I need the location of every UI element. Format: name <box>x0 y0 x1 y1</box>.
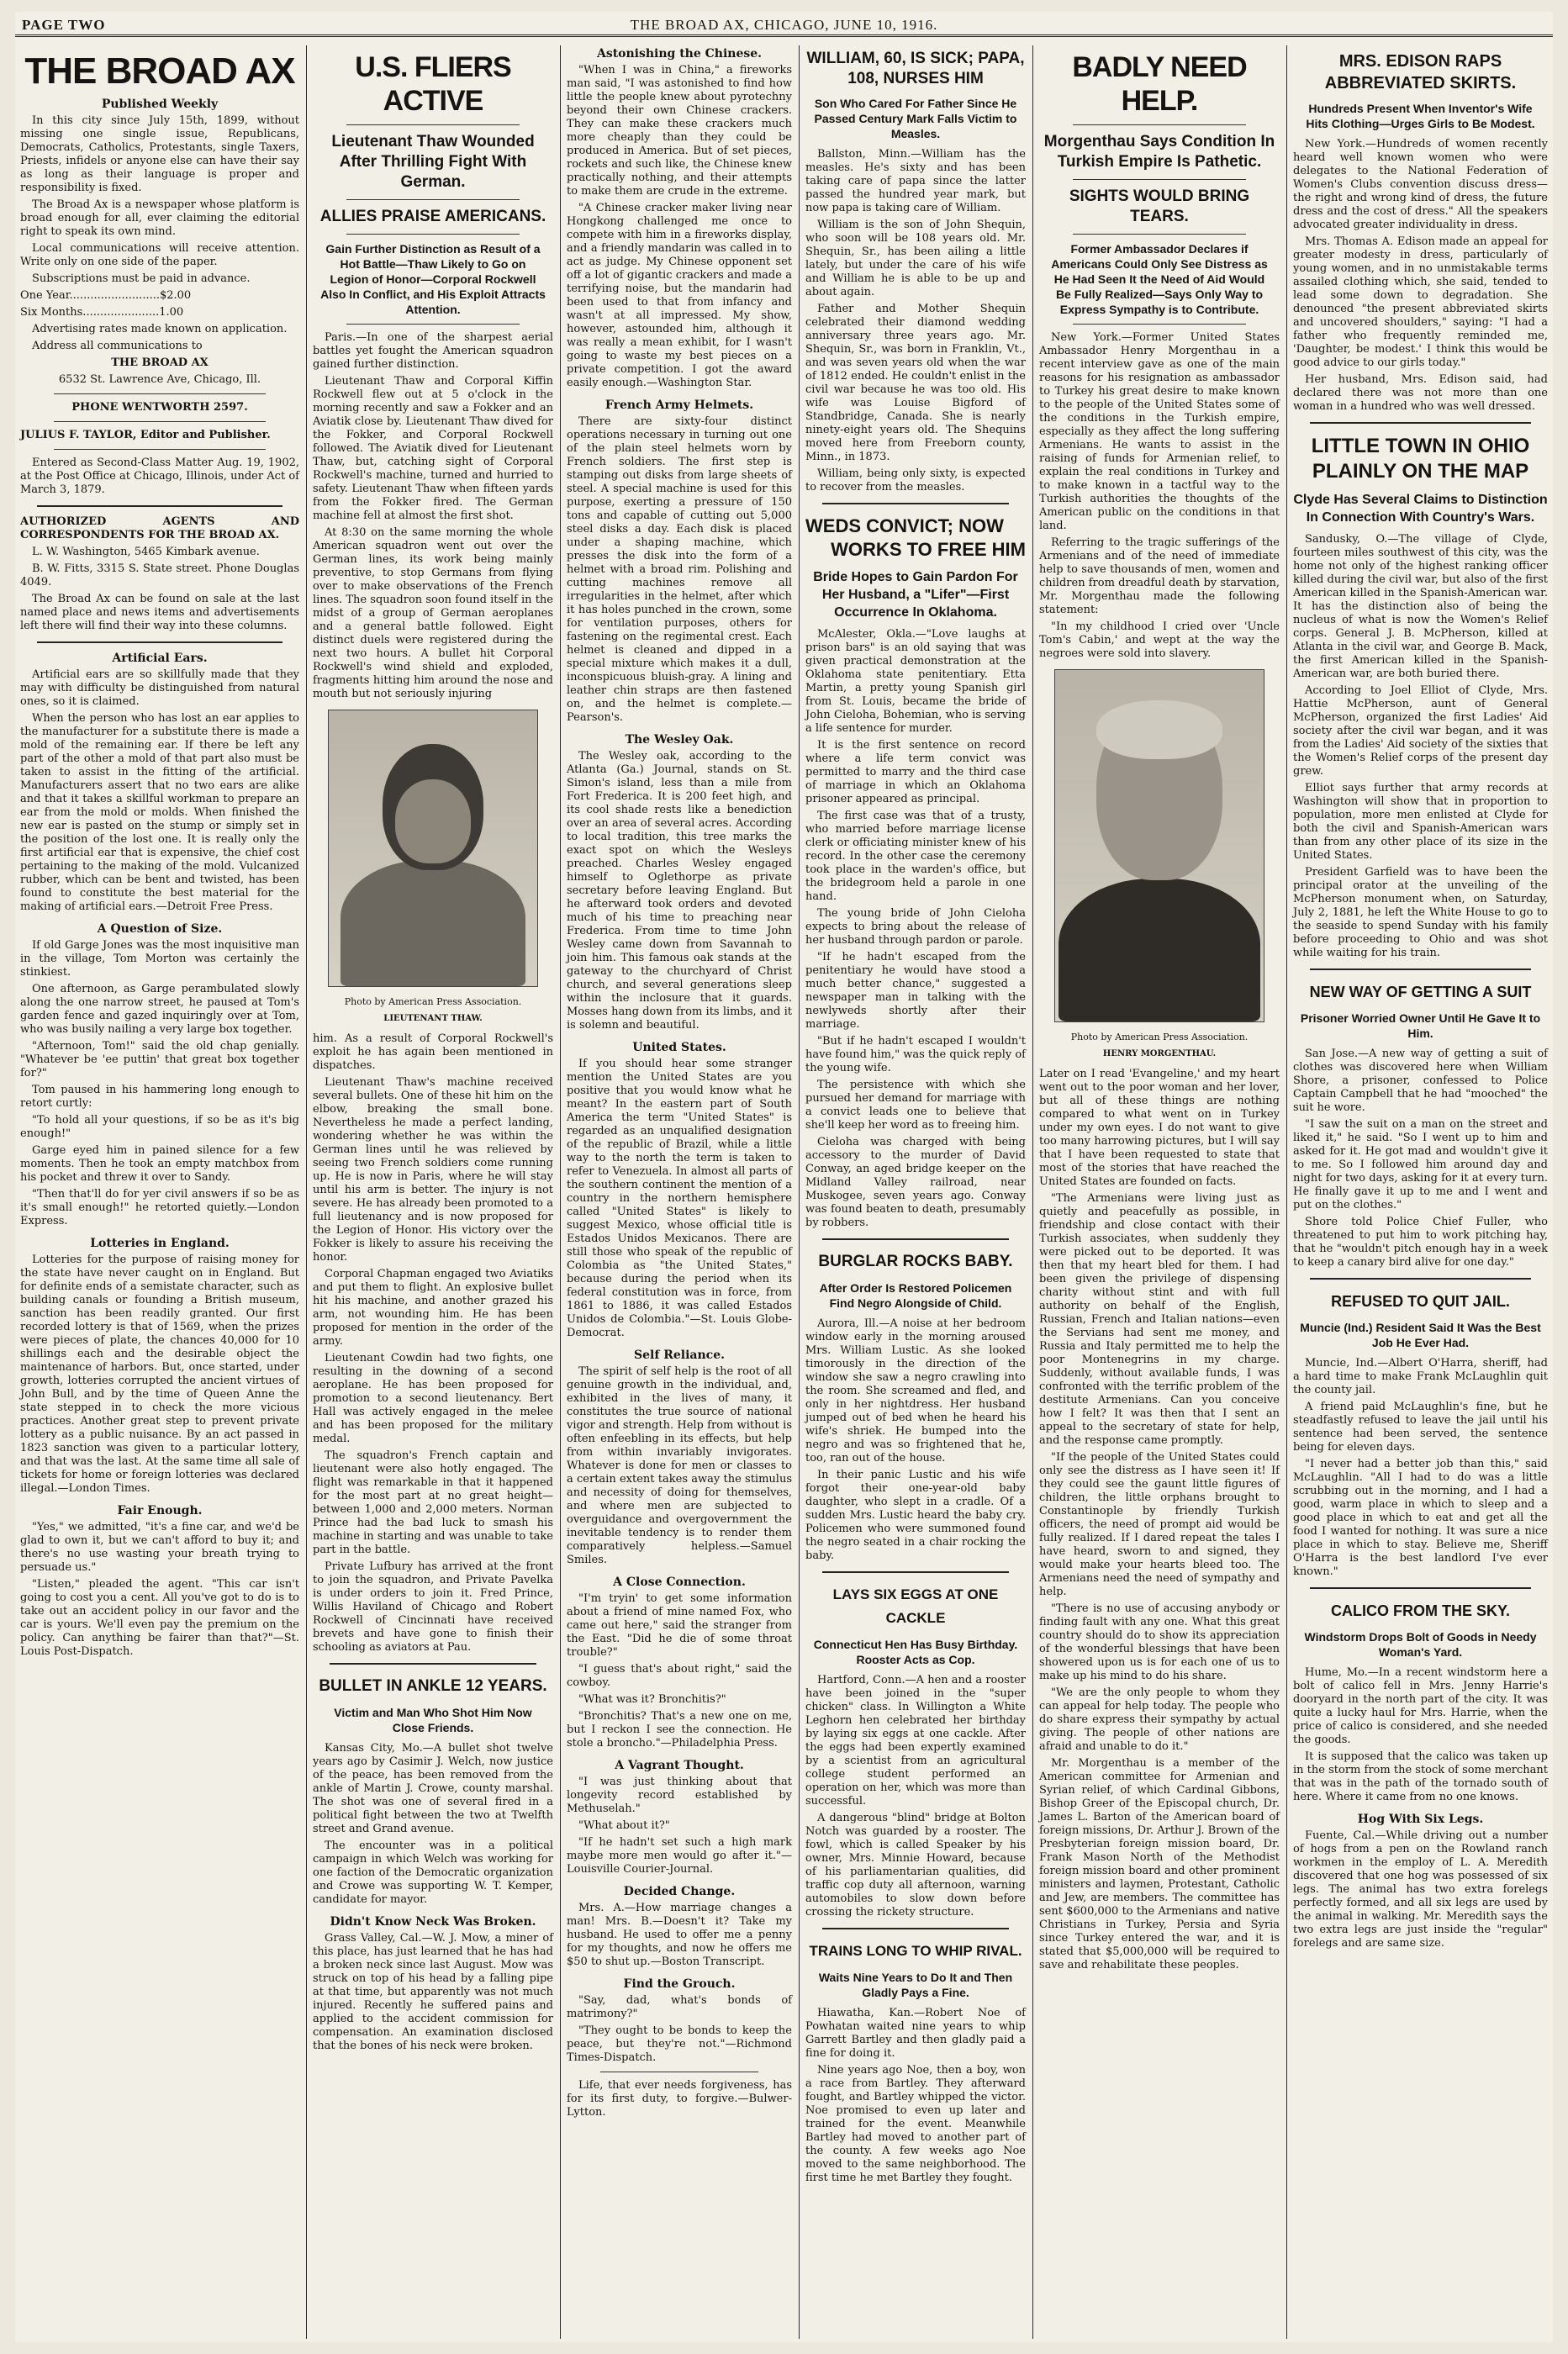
article-heading: Astonishing the Chinese. <box>596 47 763 61</box>
paragraph: Mrs. Thomas A. Edison made an appeal for greater modesty in dress, particularly of young women, and in no unmistakable terms assailed clothing which, she said, tended to lead some down to degradation. She denounced "the present abbreviated skirts and uncovered shoulders," saying: "I had a father who frequently reminded me, 'Daughter, be modest.' I think this would be good advice to our girls today." <box>1293 235 1548 369</box>
article-heading: French Army Helmets. <box>604 398 754 412</box>
article-heading: Self Reliance. <box>634 1349 725 1362</box>
headline: LAYS SIX EGGS AT ONE CACKLE <box>832 1586 999 1626</box>
newspaper-page <box>15 12 1553 2342</box>
paragraph: "What about it?" <box>578 1819 670 1832</box>
deck: Gain Further Distinction as Result of a Hot Battle—Thaw Likely to Go on Legion of Honor—Corporal Rockwell Also In Conflict, and His Exploit Attracts Attention. <box>320 242 546 316</box>
headline: MRS. EDISON RAPS ABBREVIATED SKIRTS. <box>1324 52 1517 92</box>
paragraph: Her husband, Mrs. Edison said, had declared there was not more than one woman in a hundred who was well dressed. <box>1293 373 1548 413</box>
article-heading: Fair Enough. <box>117 1504 203 1517</box>
article-heading: Find the Grouch. <box>623 1977 736 1991</box>
paragraph: New York.—Former United States Ambassador Henry Morgenthau in a recent interview gave as one of the main reasons for his resignation as ambassador to Turkey his great desire to make known to the people of the United States some of the conditions in the Turkish empire, especially as they affect the long suffering Armenians. He wants to assist in the raising of funds for Armenian relief, to explain the real conditions in Turkey and to make known in a tactful way to the Turkish authorities the thoughts of the American public on the conditions in that land. <box>1039 331 1280 532</box>
paragraph: "When I was in China," a fireworks man said, "I was astonished to find how little the people knew about pyrotechny beyond their own Chinese crackers. They can make these crackers much more cheaply than they could be produced in America. But of set pieces, rockets and such like, the Chinese knew practically nothing, and their attempts to make them are crude in the extreme. <box>567 64 792 198</box>
paragraph: Lieutenant Thaw's machine received several bullets. One of these hit him on the elbow, breaking the small bone. Nevertheless he made a perfect landing, wondering whether he was within the German lines until he was relieved by seeing two French soldiers come running up. He is now in Paris, where he will stay until his arm is better. The injury is not severe. He has already been promoted to a full lieutenancy and is now proposed for the Legion of Honor. His victory over the Fokker is likely to assure his receiving the honor. <box>313 1076 553 1264</box>
photo-credit: Photo by American Press Association. <box>1070 1032 1249 1042</box>
column-rule <box>1286 45 1287 2339</box>
column-rule <box>1032 45 1033 2339</box>
column-6 <box>1288 45 1553 2339</box>
divider <box>1310 422 1531 424</box>
published-weekly: Published Weekly <box>101 98 219 111</box>
headline: BADLY NEED HELP. <box>1072 51 1247 117</box>
headline: CALICO FROM THE SKY. <box>1330 1602 1510 1619</box>
paragraph: Mr. Morgenthau is a member of the American committee for Armenian and Syrian relief, of which Cardinal Gibbons, Bishop Greer of the Episcopal church, Dr. James L. Barton of the American board of foreign missions, Dr. Arthur J. Brown of the Presbyterian foreign mission board, Dr. Frank Mason North of the Methodist foreign mission board and other prominent ministers and laymen, Protestant, Catholic and Jew, are members. The committee has sent $600,000 to the Armenians and native Christians in Turkey, Persia and Syria since Turkey entered the war, and it is stated that $5,000,000 will be required to save and rehabilitate these peoples. <box>1039 1757 1280 1971</box>
paper-title: THE BROAD AX <box>24 50 295 92</box>
paragraph: It is supposed that the calico was taken up in the storm from the stock of some merchant that was in the path of the tornado south of here. Where it came from no one knows. <box>1293 1750 1548 1803</box>
divider <box>346 199 520 200</box>
photo-figure-hair <box>1096 700 1222 759</box>
paragraph: Advertising rates made known on application. <box>32 323 288 335</box>
photo-figure-body <box>341 860 525 986</box>
paragraph: Ballston, Minn.—William has the measles. He's sixty and has been taking care of papa since the latter passed the hundred year mark, but now papa is taking care of William. <box>805 148 1026 214</box>
paragraph: "I never had a better job than this," said McLaughlin. "All I had to do was a little scrubbing out in the morning, and I had a good, warm place in which to sleep and a good place in which to eat and get all the food I wanted for nothing. It was sure a nice place in which to stay. Believe me, Sheriff O'Harra is the best landlord I've ever known." <box>1293 1458 1548 1578</box>
paragraph: A friend paid McLaughlin's fine, but he steadfastly refused to leave the jail until his sentence had been served, the sentence being for eleven days. <box>1293 1401 1548 1454</box>
paragraph: Lieutenant Thaw and Corporal Kiffin Rockwell flew out at 5 o'clock in the morning recently and saw a Fokker and an Aviatik close by. Lieutenant Thaw dived for the Fokker, and Corporal Rockwell followed. The Aviatik dived for Lieutenant Thaw, but, catching sight of Corporal Rockwell's machine, turned and hurried to safety. Lieutenant Thaw when fifteen yards from the Fokker fired. The German machine fell at almost the first shot. <box>313 375 553 522</box>
photo-figure-body <box>1059 879 1260 1021</box>
photo-caption: HENRY MORGENTHAU. <box>1102 1049 1217 1058</box>
folio-masthead: THE BROAD AX, CHICAGO, JUNE 10, 1916. <box>630 17 938 33</box>
paragraph: "Say, dad, what's bonds of matrimony?" <box>567 1994 792 2020</box>
rate-six-months: Six Months......................1.00 <box>20 306 184 319</box>
deck: SIGHTS WOULD BRING TEARS. <box>1069 187 1250 225</box>
paragraph: "But if he hadn't escaped I wouldn't have found him," was the quick reply of the young wife. <box>805 1035 1026 1074</box>
deck: Clyde Has Several Claims to Distinction In Connection With Country's Wars. <box>1293 493 1548 525</box>
divider <box>37 641 282 643</box>
paragraph: "I'm tryin' to get some information about a friend of mine named Fox, who came out here," said the stranger from the East. "Did he die of some throat trouble?" <box>567 1592 792 1659</box>
divider <box>1073 324 1246 325</box>
deck: Prisoner Worried Owner Until He Gave It to Him. <box>1300 1011 1541 1040</box>
headline: WEDS CONVICT; NOW <box>805 515 1004 536</box>
deck: Morgenthau Says Condition In Turkish Empire Is Pathetic. <box>1043 133 1275 171</box>
article-heading: Hog With Six Legs. <box>1357 1813 1484 1826</box>
paragraph: "If he hadn't escaped from the penitentiary he would have stood a much better chance," suggested a newspaper man in talking with the newlyweds shortly after their marriage. <box>805 951 1026 1031</box>
deck: After Order Is Restored Policemen Find Negro Alongside of Child. <box>819 1281 1012 1310</box>
paragraph: One afternoon, as Garge perambulated slowly along the one narrow street, he paused at Tom's garden fence and gazed inquiringly over at Tom, who was busily nailing a very large box together. <box>20 983 299 1036</box>
photo-lieutenant-thaw <box>328 710 538 987</box>
paragraph: "In my childhood I cried over 'Uncle Tom's Cabin,' and wept at the way the negroes were sold into slavery. <box>1039 620 1280 660</box>
headline: WORKS TO FREE HIM <box>831 539 1026 560</box>
column-3 <box>562 45 797 2339</box>
paragraph: Kansas City, Mo.—A bullet shot twelve years ago by Casimir J. Welch, now justice of the peace, has been removed from the ankle of Martin J. Crowe, county marshal. The shot was one of several fired in a political fight between the two at Twelfth street and Grand avenue. <box>313 1742 553 1835</box>
article-heading: The Wesley Oak. <box>625 733 734 747</box>
column-rule <box>560 45 561 2339</box>
paragraph: Father and Mother Shequin celebrated their diamond wedding anniversary three years ago. Mr. Shequin, Sr., was born in Franklin, Vt., and was seven years old when the war of 1812 ended. He couldn't enlist in the civil war because he was too old. His wife was Louise Bigford of Standbridge, Canada. She is nearly ninety-eight years old. The Shequins moved here from Freeborn county, Minn., in 1873. <box>805 303 1026 463</box>
divider <box>1073 234 1246 235</box>
paragraph: A dangerous "blind" bridge at Bolton Notch was guarded by a rooster. The fowl, which is called Speaker by his owner, Mrs. Minnie Howard, because of his parliamentarian qualities, did traffic cop duty all afternoon, warning automobiles to slow down before crossing the rickety structure. <box>805 1812 1026 1919</box>
paragraph: Subscriptions must be paid in advance. <box>32 272 251 285</box>
paragraph: "They ought to be bonds to keep the peace, but they're not."—Richmond Times-Dispatch. <box>567 2024 792 2064</box>
paragraph: "The Armenians were living just as quietly and peacefully as possible, in friendship and close contact with their Turkish associates, when suddenly they were picked out to be deported. It was then that my heart bled for them. I had been given the privilege of dispensing charity without stint and with full authority on behalf of the English, Russian, French and Italian nations—even the Servians had sent me money, and Russia and Italy permitted me to help the poor Montenegrins in my charge. Suddenly, without available funds, I was confronted with the terrific problem of the destitute Armenians. Can you conceive how I felt? It was then that I sent an appeal to the secretary of state for help, and the response came promptly. <box>1039 1192 1280 1447</box>
article-heading: A Question of Size. <box>97 922 223 936</box>
paragraph: New York.—Hundreds of women recently heard well known women who were delegates to the National Federation of Women's Clubs convention discuss dress—the right and wrong kind of dress, the future dress and the cost of dress." All the speakers advocated greater individuality in dress. <box>1293 138 1548 231</box>
paragraph: Local communications will receive attention. Write only on one side of the paper. <box>20 242 299 268</box>
headline: U.S. FLIERS ACTIVE <box>355 51 511 117</box>
divider <box>822 1928 1009 1929</box>
paragraph: It is the first sentence on record where a life term convict was permitted to marry and the third case of marriage in which an Oklahoma prisoner appeared as principal. <box>805 739 1026 805</box>
article-heading: United States. <box>632 1041 726 1054</box>
article-heading: A Close Connection. <box>613 1575 746 1589</box>
deck: Hundreds Present When Inventor's Wife Hits Clothing—Urges Girls to Be Modest. <box>1306 102 1535 130</box>
paragraph: Lotteries for the purpose of raising money for the state have never caught on in England. But for definite ends of a semistate character, such as building canals or founding a British museum, sanction has been readily granted. Our first recorded lottery is that of 1569, when the prizes were pieces of plate, the chances 40,000 for 10 shillings each and the desirable object the maintenance of harbors. But, once started, under growth, lotteries corrupted the ancient virtues of John Bull, and by the time of Queen Anne the state stepped in to check the more vicious practices. Another great step to prevent private lottery as a public nuisance. By an act passed in 1823 sanction was given to a particular lottery, and that was the last. At the same time all sale of tickets for home or foreign lotteries was declared illegal.—London Times. <box>20 1254 299 1495</box>
paragraph: The first case was that of a trusty, who married before marriage license clerk or officiating minister knew of his record. In the other case the ceremony took place in the warden's office, but the bridegroom held a parole in one hand. <box>805 810 1026 903</box>
paragraph: The Wesley oak, according to the Atlanta (Ga.) Journal, stands on St. Simon's island, less than a mile from Fort Frederica. It is 200 feet high, and its cool shade rests like a benediction over an area of several acres. According to local tradition, this tree marks the exact spot on which the Wesleys preached. Charles Wesley engaged himself to Oglethorpe as private secretary before leaving England. But he afterward took orders and devoted much of his time to preaching near Frederica. From time to time John Wesley came down from Savannah to join him. This famous oak stands at the gateway to the churchyard of Christ church, and several generations sleep within the inclosure that it guards. Mosses hang down from its limbs, and it is solemn and beautiful. <box>567 750 792 1032</box>
paragraph: Grass Valley, Cal.—W. J. Mow, a miner of this place, has just learned that he has had a broken neck since last August. Mow was struck on top of his head by a falling pipe at that time, but apparently was not much injured. Recently he suffered pains and applied to the accident commission for compensation. An examination disclosed that the bones of his neck were broken. <box>313 1932 553 2052</box>
paragraph: Sandusky, O.—The village of Clyde, fourteen miles southwest of this city, was the home not only of the highest ranking officer killed during the civil war, but also of the first American killed in the Spanish-American war. It has the distinction also of being the nucleus of what is now the Women's Relief corps. General J. B. McPherson, killed at Atlanta in the civil war, and George B. Mack, the first American killed in the Spanish-American war, are both buried there. <box>1293 533 1548 680</box>
article-heading: BULLET IN ANKLE 12 YEARS. <box>319 1677 547 1695</box>
paragraph: The spirit of self help is the root of all genuine growth in the individual, and, exhibited in the lives of many, it constitutes the true source of national vigor and strength. Help from without is often enfeebling in its effects, but help from within invariably invigorates. Whatever is done for men or classes to a certain extent takes away the stimulus and necessity of doing for themselves, and where men are subjected to overguidance and overgovernment the inevitable tendency is to render them comparatively helpless.—Samuel Smiles. <box>567 1365 792 1566</box>
paragraph: "Bronchitis? That's a new one on me, but I reckon I see the connection. He stole a broncho."—Philadelphia Press. <box>567 1710 792 1750</box>
divider <box>346 234 520 235</box>
paragraph: Life, that ever needs forgiveness, has for its first duty, to forgive.—Bulwer-Lytton. <box>567 2079 792 2119</box>
paragraph: Hume, Mo.—In a recent windstorm here a bolt of calico fell in Mrs. Jenny Harrie's dooryard in the north part of the city. It was quite a lucky haul for Mrs. Harrie, when the price of calico is considered, and she needed the goods. <box>1293 1666 1548 1746</box>
paragraph: President Garfield was to have been the principal orator at the unveiling of the McPherson monument when, on Saturday, July 2, 1881, he left the White House to go to the seaside to spend Sunday with his family before proceeding to Ohio and was shot while waiting for his train. <box>1293 866 1548 959</box>
paragraph: Fuente, Cal.—While driving out a number of hogs from a pen on the Rowland ranch workmen in the employ of L. A. Meredith discovered that one hog was possessed of six legs. The animal has two extra forelegs perfectly formed, and all six legs are used by the animal in walking. Mr. Meredith says the two extra legs are just inside the "regular" forelegs and are same size. <box>1293 1829 1548 1950</box>
paragraph: Elliot says further that army records at Washington will show that in proportion to population, more men enlisted at Clyde for both the civil and Spanish-American wars than from any other place of its size in the United States. <box>1293 782 1548 862</box>
divider <box>822 503 1009 504</box>
column-rule <box>306 45 307 2339</box>
deck: Son Who Cared For Father Since He Passed Century Mark Falls Victim to Measles. <box>814 97 1017 140</box>
paragraph: Shore told Police Chief Fuller, who threatened to put him to work pitching hay, that he "wouldn't pitch enough hay in a week to keep a canary bird alive for one day." <box>1293 1216 1548 1269</box>
paragraph: Referring to the tragic sufferings of the Armenians and of the need of immediate help to save thousands of men, women and children from dreadful death by starvation, Mr. Morgenthau made the following statement: <box>1039 536 1280 616</box>
deck: Victim and Man Who Shot Him Now Close Friends. <box>334 1706 532 1734</box>
divider <box>1073 124 1246 125</box>
divider <box>346 324 520 325</box>
column-5 <box>1034 45 1285 2339</box>
paragraph: The Broad Ax is a newspaper whose platform is broad enough for all, ever claiming the editorial right to speak its own mind. <box>20 198 299 238</box>
divider <box>330 1663 536 1665</box>
paragraph: Lieutenant Cowdin had two fights, one resulting in the downing of a second aeroplane. He has been proposed for promotion to a second lieutenancy. Bert Hall was actively engaged in the melee and has been proposed for the military medal. <box>313 1352 553 1445</box>
deck: Lieutenant Thaw Wounded After Thrilling Fight With German. <box>331 133 535 191</box>
address-line: 6532 St. Lawrence Ave, Chicago, Ill. <box>58 373 261 386</box>
paragraph: The persistence with which she pursued her demand for marriage with a convict leads one to believe that she'll keep her word as to freeing him. <box>805 1079 1026 1132</box>
divider <box>822 1238 1009 1240</box>
divider <box>54 393 266 394</box>
paragraph: Private Lufbury has arrived at the front to join the squadron, and Private Pavelka is under orders to join it. Fred Prince, Willis Haviland of Chicago and Robert Rockwell of Cincinnati have received brevets and have gone to finish their schooling as aviators at Pau. <box>313 1560 553 1654</box>
column-4 <box>800 45 1031 2339</box>
paragraph: McAlester, Okla.—"Love laughs at prison bars" is an old saying that was given practical demonstration at the Oklahoma state penitentiary. Etta Martin, a pretty young Spanish girl from St. Louis, became the bride of John Cieloha, Bohemian, who is serving a life sentence for murder. <box>805 628 1026 735</box>
address-name: THE BROAD AX <box>111 356 209 369</box>
deck: Bride Hopes to Gain Pardon For Her Husband, a "Lifer"—First Occurrence In Oklahoma. <box>813 570 1018 620</box>
divider <box>54 449 266 450</box>
paragraph: him. As a result of Corporal Rockwell's exploit he has again been mentioned in dispatches. <box>313 1032 553 1072</box>
column-2 <box>308 45 558 2339</box>
paragraph: Later on I read 'Evangeline,' and my heart went out to the poor woman and her lover, but all of these things are nothing compared to what went on in Turkey under my own eyes. I do not want to give too many harrowing pictures, but I will say that I have been requested to state that most of the stories that have reached the United States are founded on facts. <box>1039 1068 1280 1188</box>
paragraph: "If the people of the United States could only see the distress as I have seen it! If they could see the gaunt little figures of children, the little orphans brought to Constantinople by friendly Turkish officers, the need of prompt aid would be fully realized. If I dared repeat the tales I have heard, sworn to and signed, they would make your hearts bleed too. The Armenians need the need of sympathy and help. <box>1039 1451 1280 1598</box>
page-label: PAGE TWO <box>22 17 106 33</box>
entered-notice: Entered as Second-Class Matter Aug. 19, 1902, at the Post Office at Chicago, Illinois, under Act of March 3, 1879. <box>20 457 299 496</box>
paragraph: Artificial ears are so skillfully made that they may with difficulty be distinguished from natural ones, so it is claimed. <box>20 668 299 708</box>
paragraph: "Yes," we admitted, "it's a fine car, and we'd be glad to own it, but we can't afford to buy it; and there's no use wasting your breath trying to persuade us." <box>20 1521 299 1574</box>
deck: Waits Nine Years to Do It and Then Gladly Pays a Fine. <box>818 1971 1013 1999</box>
photo-henry-morgenthau <box>1054 669 1264 1022</box>
paragraph: "I guess that's about right," said the cowboy. <box>567 1663 792 1689</box>
deck: Former Ambassador Declares if Americans Could Only See Distress as He Had Seen It the Need of Aid Would Be Fully Realized—Says Only Way to Express Sympathy is to Contribute. <box>1051 242 1268 316</box>
paragraph: Muncie, Ind.—Albert O'Harra, sheriff, had a hard time to make Frank McLaughlin quit the county jail. <box>1293 1357 1548 1396</box>
paragraph: "Afternoon, Tom!" said the old chap genially. "Whatever be 'ee puttin' that great box together for?" <box>20 1040 299 1079</box>
paragraph: "We are the only people to whom they can appeal for help today. The people who do share express their sympathy by actual giving. The people of other nations are afraid and unable to do it." <box>1039 1686 1280 1753</box>
deck: ALLIES PRAISE AMERICANS. <box>319 208 546 225</box>
paragraph: If old Garge Jones was the most inquisitive man in the village, Tom Morton was certainly the stinkiest. <box>20 939 299 979</box>
headline: BURGLAR ROCKS BABY. <box>818 1253 1013 1270</box>
paragraph: At 8:30 on the same morning the whole American squadron went out over the German lines, its work being mainly preventive, to stop Germans from flying over to make observations of the French lines. The squadron soon found itself in the midst of a group of German aeroplanes and a general battle followed. Eight distinct duels were registered during the next two hours. A bullet hit Corporal Rockwell's wind shield and exploded, fragments hitting him around the nose and mouth but not seriously injuring <box>313 526 553 700</box>
deck: Muncie (Ind.) Resident Said It Was the Best Job He Ever Had. <box>1300 1321 1541 1349</box>
paragraph: "Listen," pleaded the agent. "This car isn't going to cost you a cent. All you've got to do is to take out an accident policy in our favor and the car is yours. We'll even pay the premium on the policy. Can anything be fairer than that?"—St. Louis Post-Dispatch. <box>20 1578 299 1658</box>
paragraph: The squadron's French captain and lieutenant were also hotly engaged. The flight was remarkable in that it happened for the most part at no great height—between 1,000 and 2,000 meters. Norman Prince had the bad luck to smash his machine in starting and was unable to take part in the battle. <box>313 1449 553 1556</box>
paragraph: Paris.—In one of the sharpest aerial battles yet fought the American squadron gained further distinction. <box>313 331 553 371</box>
paragraph: Cieloha was charged with being accessory to the murder of David Conway, an aged bridge keeper on the Midland Valley railroad, near Muskogee, seven years ago. Conway was found beaten to death, presumably by robbers. <box>805 1136 1026 1229</box>
paragraph: William, being only sixty, is expected to recover from the measles. <box>805 467 1026 493</box>
paragraph: "There is no use of accusing anybody or finding fault with any one. What this great country should do to show its appreciation of the wonderful blessings that have been showered upon us is for each one of us to make up his mind to do his share. <box>1039 1602 1280 1682</box>
agents-heading: AUTHORIZED AGENTS AND CORRESPONDENTS FOR THE BROAD AX. <box>20 515 299 541</box>
paragraph: Nine years ago Noe, then a boy, won a race from Bartley. They afterward fought, and Bartley whipped the victor. Noe promised to even up later and trained for the event. Meanwhile Bartley had moved to another part of the county. A few weeks ago Noe moved to the same neighborhood. The first time he met Bartley they fought. <box>805 2064 1026 2184</box>
deck: Connecticut Hen Has Busy Birthday. Rooster Acts as Cop. <box>813 1638 1018 1666</box>
paragraph: In their panic Lustic and his wife forgot their one-year-old baby daughter, who slept in a cradle. Of a sudden Mrs. Lustic heard the baby cry. Policemen who were summoned found the negro seated in a chair rocking the baby. <box>805 1469 1026 1562</box>
paragraph: "What was it? Bronchitis?" <box>578 1693 726 1706</box>
phone-line: PHONE WENTWORTH 2597. <box>71 401 248 414</box>
paragraph: Corporal Chapman engaged two Aviatiks and put them to flight. An explosive bullet hit his machine, and another grazed his arm, not wounding him. He has been proposed for mention in the order of the army. <box>313 1268 553 1348</box>
paragraph: "A Chinese cracker maker living near Hongkong challenged me once to compete with him in a fireworks display, and a friendly mandarin was called in to act as judge. My Chinese opponent set off a lot of gigantic crackers and made a terrifying noise, but the mandarin had been used to that from infancy and wasn't at all impressed. My show, however, astounded him, although it was really a mean exhibit, for I wasn't going to waste my best pieces on a private competition. I got the award easily enough.—Washington Star. <box>567 202 792 389</box>
paragraph: Address all communications to <box>32 340 203 352</box>
paragraph: "Then that'll do for yer civil answers if so be as it's small enough!" he retorted quietly.—London Express. <box>20 1188 299 1227</box>
photo-caption: LIEUTENANT THAW. <box>383 1014 483 1023</box>
deck: Windstorm Drops Bolt of Goods in Needy Woman's Yard. <box>1304 1630 1537 1659</box>
article-heading: Lotteries in England. <box>90 1237 230 1250</box>
paragraph: Aurora, Ill.—A noise at her bedroom window early in the morning aroused Mrs. William Lustic. As she looked timorously in the direction of the window she saw a negro crawling into the room. She screamed and fled, and only in her nightdress. Her husband jumped out of bed when he heard his wife's shriek. He bumped into the negro and was so frightened that he, too, ran out of the house. <box>805 1317 1026 1465</box>
paragraph: Mrs. A.—How marriage changes a man! Mrs. B.—Doesn't it? Take my husband. He used to offer me a penny for my thoughts, and now he offers me $50 to shut up.—Boston Transcript. <box>567 1902 792 1968</box>
paragraph: The encounter was in a political campaign in which Welch was working for one faction of the Democratic organization and Crowe was supporting W. T. Kemper, candidate for mayor. <box>313 1839 553 1906</box>
paragraph: "I saw the suit on a man on the street and liked it," he said. "So I went up to him and asked for it. He got mad and wouldn't give it to me. So I followed him around day and night for two days, asking for it at every turn. He finally gave it up to me and I went and put on the clothes." <box>1293 1118 1548 1211</box>
paragraph: San Jose.—A new way of getting a suit of clothes was discovered here when William Shore, a prisoner, confessed to Police Captain Campbell that he had "mooched" the suit he wore. <box>1293 1048 1548 1114</box>
paragraph: There are sixty-four distinct operations necessary in turning out one of the plain steel helmets worn by French soldiers. The first step is stamping out disks from large sheets of steel. A special machine is used for this purpose, exerting a pressure of 150 tons and capable of cutting out 5,000 steel disks a day. Each disk is placed under a shaping machine, which presses the disk into the form of a helmet with a broad rim. Polishing and cutting machines remove all irregularities in the helmet, after which it has holes punched in the crown, some for ventilation purposes, others for fastening on the regimental crest. Each helmet is cleaned and dipped in a special mixture which makes it a dull, inconspicuous bluish-gray. A lining and leather chin straps are then fastened on, and the helmet is complete.—Pearson's. <box>567 415 792 724</box>
editor-line: JULIUS F. TAYLOR, Editor and Publisher. <box>20 429 271 441</box>
paragraph: Hartford, Conn.—A hen and a rooster have been joined in the "super chicken" class. In Willington a White Leghorn hen celebrated her birthday by laying six eggs at one cackle. After the eggs had been expertly examined by a scientist from an agricultural college student performed an operation on her, which was more than successful. <box>805 1674 1026 1808</box>
headline: LITTLE TOWN IN OHIO PLAINLY ON THE MAP <box>1311 435 1530 483</box>
column-1 <box>15 45 304 2339</box>
paragraph: Garge eyed him in pained silence for a few moments. Then he took an empty matchbox from his pocket and threw it over to Sandy. <box>20 1144 299 1184</box>
divider <box>346 124 520 125</box>
article-heading: Artificial Ears. <box>112 652 208 665</box>
paragraph: In this city since July 15th, 1899, without missing one single issue, Republicans, Democrats, Catholics, Protestants, single Taxers, Priests, infidels or anyone else can have their say as long as their language is proper and responsibility is fixed. <box>20 114 299 194</box>
divider <box>54 421 266 422</box>
headline: NEW WAY OF GETTING A SUIT <box>1309 984 1532 1000</box>
photo-credit: Photo by American Press Association. <box>344 996 522 1007</box>
folio-bar <box>15 12 1553 37</box>
headline: WILLIAM, 60, IS SICK; PAPA, 108, NURSES HIM <box>806 50 1025 87</box>
agent-entry: B. W. Fitts, 3315 S. State street. Phone Douglas 4049. <box>20 562 299 588</box>
paragraph: "If he hadn't set such a high mark maybe more men would go after it."—Louisville Courier-Journal. <box>567 1836 792 1876</box>
paragraph: If you should hear some stranger mention the United States are you positive that you would know what he meant? In the eastern part of South America the term "United States" is regarded as an unqualified designation of the republic of Brazil, while a little way to the north the term is taken to refer to Venezuela. In almost all parts of the southern continent the mention of a country in the northern hemisphere called "United States" is likely to suggest Mexico, whose official title is Estados Unidos Mexicanos. There are still those who speak of the republic of Colombia as "the United States," because during the period when its federal constitution was in force, from 1861 to 1886, it was called Estados Unidos de Colombia."—St. Louis Globe-Democrat. <box>567 1058 792 1339</box>
article-heading: A Vagrant Thought. <box>615 1759 744 1772</box>
column-rule <box>799 45 800 2339</box>
paragraph: William is the son of John Shequin, who soon will be 108 years old. Mr. Shequin, Sr., has been ailing a little lately, but under the care of his wife and William he is able to be up and about again. <box>805 219 1026 298</box>
article-heading: Didn't Know Neck Was Broken. <box>330 1915 536 1929</box>
paragraph: According to Joel Elliot of Clyde, Mrs. Hattie McPherson, aunt of General McPherson, organized the first Ladies' Aid society after the civil war began, and it was from the Ladies' Aid society of the sixties that the Women's Relief corps of the present day grew. <box>1293 684 1548 778</box>
paragraph: "I was just thinking about that longevity record established by Methuselah." <box>567 1776 792 1815</box>
divider <box>1310 969 1531 970</box>
paragraph: When the person who has lost an ear applies to the manufacturer for a substitute there is made a mold of the remaining ear. If there be left any part of the other a mold of that part also must be taken to assist in the fitting of the artificial. Manufacturers assert that no two ears are alike and that it takes a skillful workman to prepare an ear from the mold or molds. When finished the new ear is pasted on the stump or simply set in the position of the lost one. It is really only the first artificial ear that is expensive, the chief cost pertaining to the making of the mold. Vulcanized rubber, which can be bent and twisted, has been found to constitute the best material for the making of artificial ears.—Detroit Free Press. <box>20 712 299 913</box>
headline: TRAINS LONG TO WHIP RIVAL. <box>809 1943 1022 1959</box>
photo-figure-face <box>395 779 471 863</box>
divider <box>822 1571 1009 1573</box>
headline: REFUSED TO QUIT JAIL. <box>1331 1293 1510 1310</box>
paragraph: "To hold all your questions, if so be as it's big enough!" <box>20 1114 299 1140</box>
paragraph: The young bride of John Cieloha expects to bring about the release of her husband through pardon or parole. <box>805 907 1026 947</box>
article-heading: Decided Change. <box>623 1885 736 1898</box>
agent-entry: L. W. Washington, 5465 Kimbark avenue. <box>32 546 260 558</box>
divider <box>37 505 282 507</box>
divider <box>1310 1278 1531 1280</box>
divider <box>1310 1587 1531 1589</box>
paragraph: Hiawatha, Kan.—Robert Noe of Powhatan waited nine years to whip Garrett Bartley and then gladly paid a fine for doing it. <box>805 2007 1026 2060</box>
rate-one-year: One Year..........................$2.00 <box>20 289 192 302</box>
divider <box>1073 179 1246 180</box>
paragraph: Tom paused in his hammering long enough to retort curtly: <box>20 1084 299 1110</box>
paragraph: The Broad Ax can be found on sale at the last named place and news items and advertisements left there will find their way into these columns. <box>20 593 299 632</box>
